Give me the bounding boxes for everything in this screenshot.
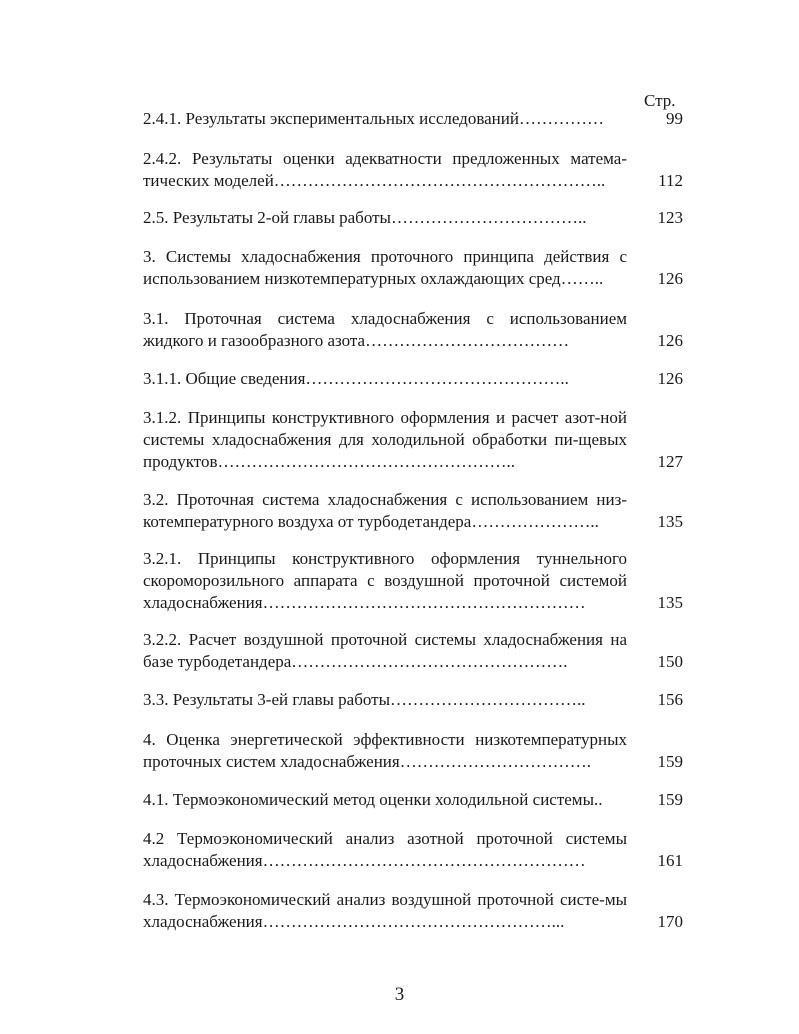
toc-entry[interactable] — [143, 489, 683, 533]
toc-entry-text: 4. Оценка энергетической эффективности низкотемпературных проточных систем хладоснабжения……………………………. — [143, 730, 627, 771]
toc-entry-text: 4.3. Термоэкономический анализ воздушной проточной систе-мы хладоснабжения……………………………………………... — [143, 890, 627, 931]
toc-entry-page: 126 — [657, 369, 683, 388]
toc-entry[interactable] — [143, 368, 683, 390]
toc-entry[interactable] — [143, 889, 683, 933]
toc-entry[interactable] — [143, 308, 683, 352]
page-column-label: Стр. — [644, 91, 676, 110]
toc-entry[interactable] — [143, 148, 683, 192]
toc-entry-page: 161 — [657, 851, 683, 870]
toc-entry-text: 4.2 Термоэкономический анализ азотной проточной системы хладоснабжения………………………………………………… — [143, 829, 627, 870]
toc-entry-page: 126 — [657, 331, 683, 350]
toc-entry-text: 2.5. Результаты 2-ой главы работы…………………………….. — [143, 208, 587, 227]
toc-entry-text: 3.2.1. Принципы конструктивного оформления туннельного скороморозильного аппарата с воздушной проточной системой хладоснабжения………………………………………………… — [143, 549, 627, 612]
toc-entry-page: 156 — [657, 690, 683, 709]
toc-entry-text: 3. Системы хладоснабжения проточного принципа действия с использованием низкотемпературных охлаждающих сред…….. — [143, 247, 627, 288]
toc-entry-text: 3.1.1. Общие сведения……………………………………….. — [143, 369, 569, 388]
toc-entry[interactable] — [143, 246, 683, 290]
toc-entry-text: 3.3. Результаты 3-ей главы работы…………………………….. — [143, 690, 586, 709]
toc-entry[interactable] — [143, 629, 683, 673]
toc-entry-page: 135 — [657, 512, 683, 531]
toc-entry[interactable] — [143, 789, 683, 811]
toc-entry-page: 123 — [657, 208, 683, 227]
toc-entry-text: 2.4.1. Результаты экспериментальных исследований…………… — [143, 109, 604, 128]
toc-entry-page: 127 — [657, 452, 683, 471]
toc-entry[interactable] — [143, 828, 683, 872]
toc-entry-text: 3.2. Проточная система хладоснабжения с использованием низ-котемпературного воздуха от турбодетандера………………….. — [143, 490, 627, 531]
toc-entry-page: 112 — [658, 171, 683, 190]
toc-entry-page: 159 — [657, 752, 683, 771]
toc-entry-text: 4.1. Термоэкономический метод оценки холодильной системы.. — [143, 790, 603, 809]
toc-entry[interactable] — [143, 689, 683, 711]
toc-entry-page: 126 — [657, 269, 683, 288]
toc-entry-text: 3.1. Проточная система хладоснабжения с использованием жидкого и газообразного азота……………………………… — [143, 309, 627, 350]
toc-entry-page: 99 — [666, 109, 683, 128]
toc-entry[interactable] — [143, 407, 683, 473]
toc-entry[interactable] — [143, 207, 683, 229]
toc-entry-text: 3.2.2. Расчет воздушной проточной системы хладоснабжения на базе турбодетандера…………………………………………. — [143, 630, 627, 671]
toc-entry-text: 3.1.2. Принципы конструктивного оформления и расчет азот-ной системы хладоснабжения для холодильной обработки пи-щевых продуктов…………………………………………….. — [143, 408, 627, 471]
toc-entry-page: 170 — [657, 912, 683, 931]
toc-entry[interactable] — [143, 548, 683, 614]
toc-entry-page: 150 — [657, 652, 683, 671]
toc-entry-page: 159 — [657, 790, 683, 809]
page-number: 3 — [394, 984, 405, 1005]
toc-entry[interactable] — [143, 108, 683, 130]
toc-entry[interactable] — [143, 729, 683, 773]
toc-entry-page: 135 — [657, 593, 683, 612]
toc-entry-text: 2.4.2. Результаты оценки адекватности предложенных матема-тических моделей………………………………………………….. — [143, 149, 627, 190]
